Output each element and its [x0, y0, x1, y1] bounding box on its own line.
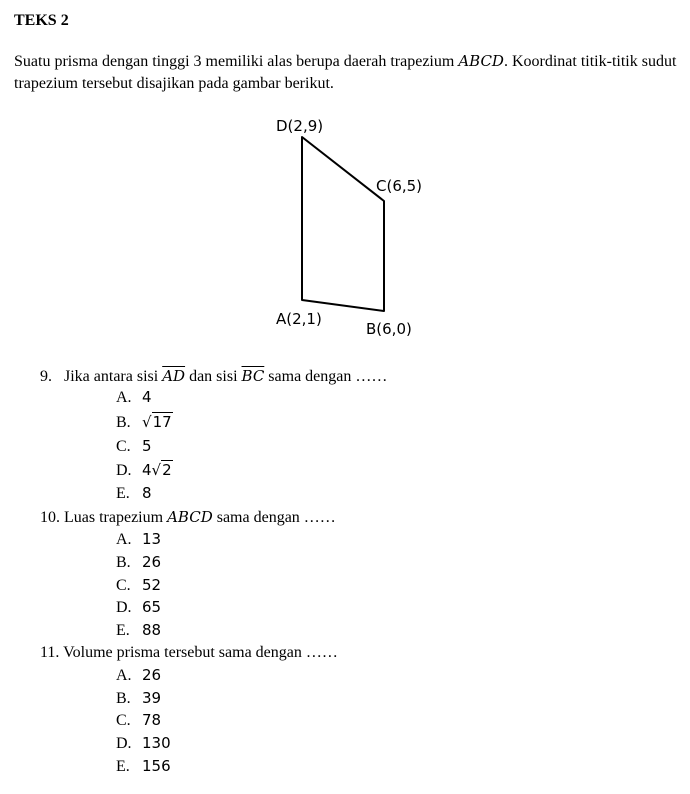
question-11: 11. Volume prisma tersebut sama dengan ……: [40, 644, 338, 661]
label-point-a: A(2,1): [276, 310, 322, 328]
q11-option-c[interactable]: C. 78: [116, 711, 162, 729]
question-9: 9. Jika antara sisi $\overline{AD}$ dan sisi $\overline{BC}$ sama dengan ……: [40, 367, 388, 385]
label-point-d: D(2,9): [276, 117, 324, 135]
q9-option-b[interactable]: B. √17: [116, 413, 172, 431]
label-point-c: C(6,5): [376, 177, 423, 195]
question-10: 10. Luas trapezium ABCD sama dengan ……: [40, 508, 336, 526]
q9-option-c[interactable]: C. 5: [116, 437, 152, 455]
section-heading: TEKS 2: [14, 12, 69, 29]
q10-option-c[interactable]: C. 52: [116, 576, 162, 594]
label-point-b: B(6,0): [366, 320, 412, 338]
q9-option-a[interactable]: A. 4: [116, 388, 152, 406]
q9-option-e[interactable]: E. 8: [116, 484, 152, 502]
intro-paragraph: Suatu prisma dengan tinggi 3 memiliki alas berupa daerah trapezium ABCD. Koordinat titik-titik sudut trapezium tersebut disajikan pada gambar berikut.: [14, 52, 677, 92]
q11-option-e[interactable]: E. 156: [116, 757, 171, 775]
q11-option-d[interactable]: D. 130: [116, 734, 171, 752]
q11-option-b[interactable]: B. 39: [116, 689, 162, 707]
segment-bc: $\overline{BC}$: [241, 367, 265, 385]
trapezium-abcd: [302, 137, 384, 311]
segment-ad: $\overline{AD}$: [162, 367, 186, 385]
trapezium-figure: [0, 0, 690, 360]
q9-option-d[interactable]: D. 4√2: [116, 461, 172, 479]
q11-option-a[interactable]: A. 26: [116, 666, 162, 684]
q10-option-e[interactable]: E. 88: [116, 621, 162, 639]
q10-option-d[interactable]: D. 65: [116, 598, 162, 616]
q10-option-a[interactable]: A. 13: [116, 530, 162, 548]
q10-option-b[interactable]: B. 26: [116, 553, 162, 571]
